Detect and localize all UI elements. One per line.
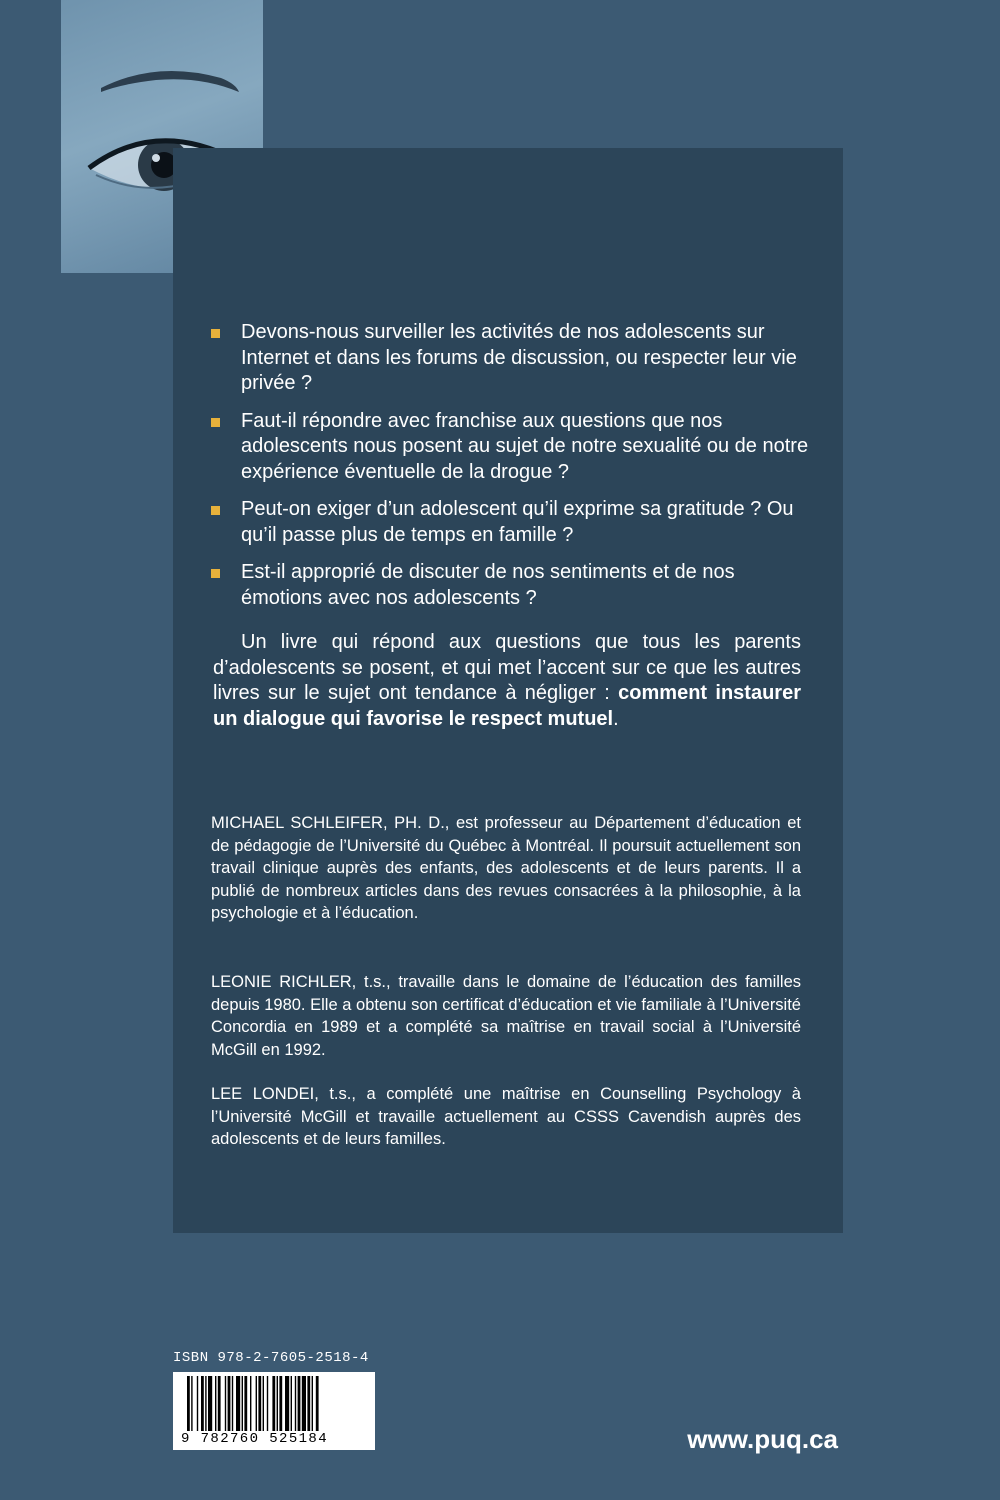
isbn-label: ISBN 978-2-7605-2518-4 <box>173 1350 369 1366</box>
text-panel <box>173 148 843 1233</box>
bullet-square-icon <box>211 329 220 338</box>
question-list <box>209 320 809 623</box>
question-item: Peut-on exiger d’un adolescent qu’il exprime sa gratitude ? Ou qu’il passe plus de temps en famille ? <box>209 497 809 548</box>
author-bio-londei: LEE LONDEI, t.s., a complété une maîtrise en Counselling Psychology à l’Université McGill et travaille actuellement au CSSS Cavendish auprès des adolescents et de leurs familles. <box>211 1085 801 1148</box>
author-bio-schleifer: MICHAEL SCHLEIFER, PH. D., est professeur au Département d’éducation et de pédagogie de l’Université du Québec à Montréal. Il poursuit actuellement son travail clinique auprès des enfants, des adolescents et de leurs parents. Il a publié de nombreux articles dans des revues consacrées à la philosophie, à la psychologie et à l’éducation. <box>211 814 801 922</box>
publisher-url[interactable]: www.puq.ca <box>687 1424 838 1454</box>
bullet-square-icon <box>211 506 220 515</box>
question-item: Faut-il répondre avec franchise aux questions que nos adolescents nous posent au sujet de notre sexualité ou de notre expérience éventuelle de la drogue ? <box>209 409 809 486</box>
barcode-digits: 9 782760 525184 <box>181 1431 329 1447</box>
question-item: Devons-nous surveiller les activités de nos adolescents sur Internet et dans les forums de discussion, ou respecter leur vie privée ? <box>209 320 809 397</box>
bullet-square-icon <box>211 418 220 427</box>
barcode <box>173 1372 375 1450</box>
intro-emphasis: comment instaurer un dialogue qui favorise le respect mutuel <box>213 682 801 730</box>
question-item: Est-il approprié de discuter de nos sentiments et de nos émotions avec nos adolescents ? <box>209 560 809 611</box>
bullet-square-icon <box>211 569 220 578</box>
author-bio-richler: LEONIE RICHLER, t.s., travaille dans le domaine de l’éducation des familles depuis 1980. Elle a obtenu son certificat d’éducation et vie familiale à l’Université Concordia en 1989 et a complété sa maîtrise en travail social à l’Université McGill en 1992. <box>211 973 801 1059</box>
intro-paragraph: Un livre qui répond aux questions que tous les parents d’adolescents se posent, et qui met l’accent sur ce que les autres livres sur le sujet ont tendance à négliger : comment instaurer un dialogue qui favorise le respect mutuel. <box>213 631 801 730</box>
